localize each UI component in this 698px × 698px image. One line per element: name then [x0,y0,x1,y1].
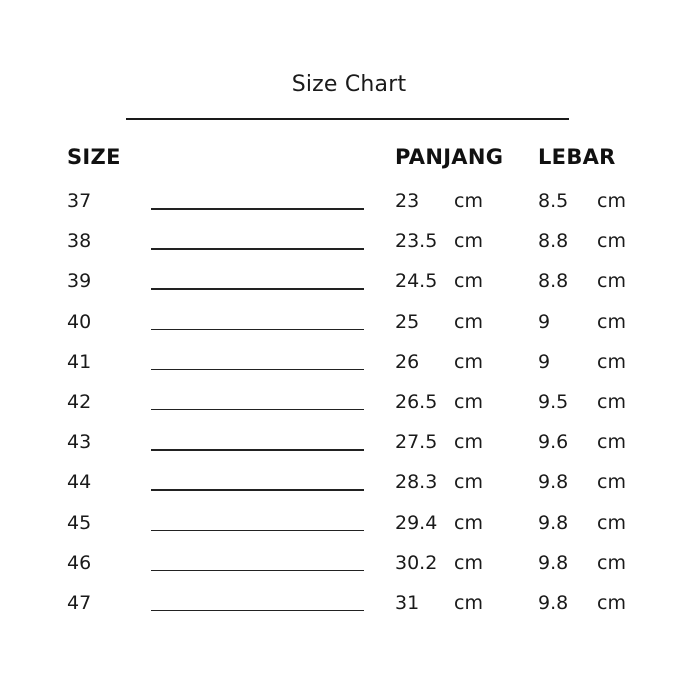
size-value: 44 [67,471,92,494]
lebar-value: 9.8 [538,471,569,494]
panjang-unit: cm [454,591,483,614]
panjang-unit: cm [454,471,483,494]
panjang-value: 24.5 [395,270,438,293]
lebar-unit: cm [597,511,626,534]
row-divider-line [151,610,364,612]
row-divider-line [151,489,364,491]
size-value: 38 [67,230,92,253]
row-divider-line [151,570,364,572]
lebar-value: 8.5 [538,190,569,212]
table-row [0,228,698,268]
size-value: 41 [67,350,92,373]
panjang-unit: cm [454,230,483,253]
row-divider-line [151,449,364,451]
row-divider-line [151,530,364,532]
lebar-unit: cm [597,551,626,574]
panjang-value: 23.5 [395,230,438,253]
panjang-value: 29.4 [395,511,438,534]
table-row [0,389,698,429]
table-row [0,188,698,228]
table-row [0,590,698,630]
size-table [0,188,698,630]
table-row [0,429,698,469]
size-value: 40 [67,310,92,333]
panjang-unit: cm [454,350,483,373]
panjang-unit: cm [454,431,483,454]
header-size: SIZE [67,145,121,169]
size-value: 43 [67,431,92,454]
lebar-unit: cm [597,591,626,614]
panjang-value: 23 [395,190,420,212]
lebar-value: 9.8 [538,591,569,614]
panjang-value: 26.5 [395,390,438,413]
lebar-value: 9.8 [538,551,569,574]
panjang-value: 30.2 [395,551,438,574]
table-row [0,469,698,509]
panjang-unit: cm [454,390,483,413]
lebar-unit: cm [597,190,626,212]
lebar-value: 8.8 [538,270,569,293]
panjang-unit: cm [454,310,483,333]
lebar-value: 9.8 [538,511,569,534]
panjang-value: 26 [395,350,420,373]
lebar-unit: cm [597,431,626,454]
size-value: 42 [67,390,92,413]
header-lebar: LEBAR [538,145,616,169]
lebar-value: 9.5 [538,390,569,413]
panjang-value: 31 [395,591,420,614]
table-row [0,550,698,590]
row-divider-line [151,369,364,371]
row-divider-line [151,329,364,331]
panjang-unit: cm [454,511,483,534]
lebar-unit: cm [597,390,626,413]
row-divider-line [151,248,364,250]
size-value: 37 [67,190,92,212]
panjang-value: 25 [395,310,420,333]
lebar-unit: cm [597,350,626,373]
table-row [0,309,698,349]
table-row [0,510,698,550]
size-value: 45 [67,511,92,534]
page-title: Size Chart [291,72,407,97]
panjang-unit: cm [454,270,483,293]
panjang-value: 27.5 [395,431,438,454]
lebar-unit: cm [597,471,626,494]
table-row [0,268,698,308]
size-value: 39 [67,270,92,293]
lebar-value: 9 [538,350,551,373]
row-divider-line [151,208,364,210]
size-value: 46 [67,551,92,574]
panjang-value: 28.3 [395,471,438,494]
lebar-value: 8.8 [538,230,569,253]
row-divider-line [151,409,364,411]
panjang-unit: cm [454,551,483,574]
table-row [0,349,698,389]
lebar-value: 9.6 [538,431,569,454]
title-divider [126,118,569,120]
size-value: 47 [67,591,92,614]
header-panjang: PANJANG [395,145,504,169]
lebar-unit: cm [597,230,626,253]
row-divider-line [151,288,364,290]
lebar-unit: cm [597,310,626,333]
lebar-value: 9 [538,310,551,333]
lebar-unit: cm [597,270,626,293]
panjang-unit: cm [454,190,483,212]
